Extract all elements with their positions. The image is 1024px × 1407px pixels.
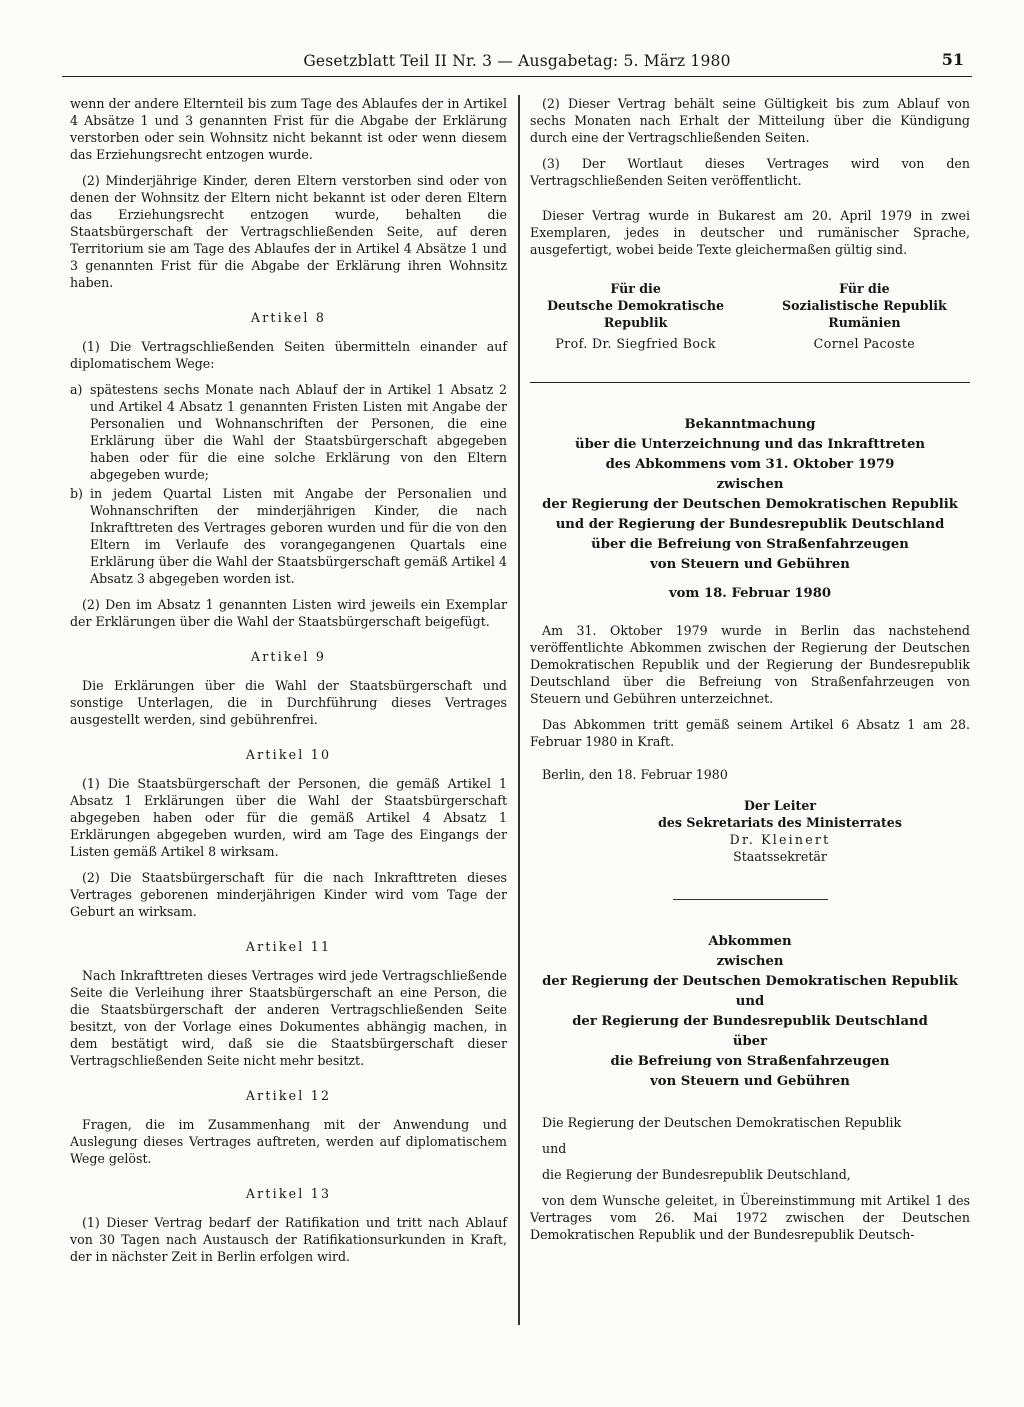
column-divider bbox=[518, 95, 520, 1325]
article-9-heading: Artikel 9 bbox=[250, 649, 327, 664]
heading-line: über die Befreiung von Straßenfahrzeugen bbox=[591, 537, 909, 552]
paragraph: und bbox=[542, 1141, 567, 1156]
announcement-signature bbox=[530, 797, 970, 865]
signature-block bbox=[530, 280, 970, 352]
paragraph: wenn der andere Elternteil bis zum Tage des Ablaufes der in Artikel 4 Absätze 1 und 3 genannten Frist für die Abgabe der Erklärung verstorben oder sein Wohnsitz nicht bekannt ist oder wenn diesem das Erziehungsrecht entzogen wurde. bbox=[70, 96, 507, 162]
section-divider bbox=[530, 382, 970, 383]
announcement-date: vom 18. Februar 1980 bbox=[668, 586, 832, 601]
heading-line: und bbox=[735, 994, 765, 1009]
signature-line: Deutsche Demokratische bbox=[547, 298, 725, 313]
signature-line: des Sekretariats des Ministerrates bbox=[658, 815, 902, 830]
signatory-name: Dr. Kleinert bbox=[729, 832, 831, 847]
paragraph: (2) Den im Absatz 1 genannten Listen wird jeweils ein Exemplar der Erklärungen über die Wahl der Staatsbürgerschaft beigefügt. bbox=[70, 597, 507, 629]
paragraph: (2) Dieser Vertrag behält seine Gültigkeit bis zum Ablauf von sechs Monaten nach Erhalt der Mitteilung über die Kündigung durch eine der Vertragschließenden Seiten. bbox=[530, 96, 970, 145]
signatory-name: Cornel Pacoste bbox=[813, 336, 916, 351]
list-item bbox=[70, 485, 507, 587]
heading-line: von Steuern und Gebühren bbox=[650, 1074, 850, 1089]
heading-line: die Befreiung von Straßenfahrzeugen bbox=[610, 1054, 890, 1069]
heading-line: über bbox=[732, 1034, 768, 1049]
article-11-heading: Artikel 11 bbox=[245, 939, 332, 954]
signatory-name: Prof. Dr. Siegfried Bock bbox=[555, 336, 716, 351]
paragraph: (1) Dieser Vertrag bedarf der Ratifikation und tritt nach Ablauf von 30 Tagen nach Austausch der Ratifikationsurkunden in Kraft, der in nächster Zeit in Berlin erfolgen wird. bbox=[70, 1215, 507, 1264]
signature-ddr bbox=[530, 280, 741, 352]
right-column bbox=[530, 95, 970, 1252]
list-item-text: in jedem Quartal Listen mit Angabe der Personalien und Wohnanschriften der minderjährigen Kinder, die nach Inkrafttreten des Vertrages geboren wurden und für die von den Eltern im Verlaufe des vorangegangenen Quartals eine Erklärung über die Wahl der Staatsbürgerschaft gemäß Artikel 4 Absatz 3 abgegeben worden ist. bbox=[90, 486, 507, 586]
agreement-heading bbox=[530, 932, 970, 1092]
signature-line: Für die bbox=[610, 281, 661, 296]
article-12-heading: Artikel 12 bbox=[245, 1088, 332, 1103]
paragraph: von dem Wunsche geleitet, in Übereinstimmung mit Artikel 1 des Vertrages vom 26. Mai 1972 zwischen der Deutschen Demokratischen Republik und der Bundesrepublik Deutsch- bbox=[530, 1193, 970, 1242]
announcement-heading bbox=[530, 415, 970, 575]
signature-line: Sozialistische Republik bbox=[782, 298, 947, 313]
article-8-heading: Artikel 8 bbox=[250, 310, 327, 325]
short-divider bbox=[673, 899, 828, 900]
heading-line: der Regierung der Deutschen Demokratischen Republik bbox=[542, 497, 958, 512]
paragraph: Die Regierung der Deutschen Demokratischen Republik bbox=[542, 1115, 902, 1130]
heading-line: zwischen bbox=[716, 477, 784, 492]
signature-romania bbox=[759, 280, 970, 352]
paragraph: Am 31. Oktober 1979 wurde in Berlin das nachstehend veröffentlichte Abkommen zwischen der Regierung der Deutschen Demokratischen Republik und der Regierung der Bundesrepublik Deutschland über die Befreiung von Straßenfahrzeugen von Steuern und Gebühren unterzeichnet. bbox=[530, 623, 970, 706]
signature-line: Der Leiter bbox=[743, 798, 817, 813]
list-item-text: spätestens sechs Monate nach Ablauf der in Artikel 1 Absatz 2 und Artikel 4 Absatz 1 genannten Fristen Listen mit Angabe der Personalien und Wohnanschriften der Personen, die eine Erklärung über die Wahl der Staatsbürgerschaft abgegeben haben oder für die eine solche Erklärung von den Eltern abgegeben wurde; bbox=[90, 382, 507, 482]
heading-line: zwischen bbox=[716, 954, 784, 969]
signature-line: Rumänien bbox=[828, 315, 901, 330]
heading-line: der Regierung der Bundesrepublik Deutschland bbox=[572, 1014, 928, 1029]
paragraph: Nach Inkrafttreten dieses Vertrages wird jede Vertragschließende Seite die Verleihung ihrer Staatsbürgerschaft an eine Person, die die Staatsbürgerschaft der anderen Vertragschließenden Seite besitzt, von der Vorlage eines Dokumentes abhängig machen, in dem bestätigt wird, daß sie die Staatsbürgerschaft dieser Vertragschließenden Seite nicht mehr besitzt. bbox=[70, 968, 507, 1068]
heading-line: Abkommen bbox=[708, 934, 792, 949]
left-column bbox=[70, 95, 507, 1274]
paragraph: Das Abkommen tritt gemäß seinem Artikel 6 Absatz 1 am 28. Februar 1980 in Kraft. bbox=[530, 717, 970, 749]
heading-line: von Steuern und Gebühren bbox=[650, 557, 850, 572]
heading-line: und der Regierung der Bundesrepublik Deutschland bbox=[555, 517, 945, 532]
signatory-title: Staatssekretär bbox=[733, 849, 827, 864]
page-header bbox=[62, 52, 972, 77]
paragraph: die Regierung der Bundesrepublik Deutschland, bbox=[542, 1167, 851, 1182]
paragraph: (2) Die Staatsbürgerschaft für die nach Inkrafttreten dieses Vertrages geborenen minderjährigen Kinder wird vom Tage der Geburt an wirksam. bbox=[70, 870, 507, 919]
paragraph: Fragen, die im Zusammenhang mit der Anwendung und Auslegung dieses Vertrages auftreten, werden auf diplomatischem Wege gelöst. bbox=[70, 1117, 507, 1166]
signature-line: Republik bbox=[603, 315, 668, 330]
list-item bbox=[70, 381, 507, 483]
list-marker: b) bbox=[70, 486, 83, 501]
paragraph: (2) Minderjährige Kinder, deren Eltern verstorben sind oder von denen der Wohnsitz der Eltern nicht bekannt ist oder deren Eltern das Erziehungsrecht entzogen wurde, behalten die Staatsbürgerschaft der Vertragschließenden Seite, auf deren Territorium sie am Tage des Ablaufes der in Artikel 4 Absätze 1 und 3 genannten Frist für die Abgabe der Erklärung ihren Wohnsitz haben. bbox=[70, 173, 507, 290]
gazette-title: Gesetzblatt Teil II Nr. 3 — Ausgabetag: 5. März 1980 bbox=[303, 52, 731, 70]
paragraph: (1) Die Vertragschließenden Seiten übermitteln einander auf diplomatischem Wege: bbox=[70, 339, 507, 371]
paragraph: (3) Der Wortlaut dieses Vertrages wird von den Vertragschließenden Seiten veröffentlicht. bbox=[530, 156, 970, 188]
heading-line: über die Unterzeichnung und das Inkrafttreten bbox=[575, 437, 925, 452]
heading-line: der Regierung der Deutschen Demokratischen Republik bbox=[542, 974, 958, 989]
article-13-heading: Artikel 13 bbox=[245, 1186, 332, 1201]
signature-line: Für die bbox=[839, 281, 890, 296]
page-number: 51 bbox=[941, 50, 964, 69]
paragraph: Die Erklärungen über die Wahl der Staatsbürgerschaft und sonstige Unterlagen, die in Durchführung dieses Vertrages ausgestellt werden, sind gebührenfrei. bbox=[70, 678, 507, 727]
heading-line: des Abkommens vom 31. Oktober 1979 bbox=[605, 457, 895, 472]
heading-line: Bekanntmachung bbox=[684, 417, 816, 432]
paragraph: (1) Die Staatsbürgerschaft der Personen, die gemäß Artikel 1 Absatz 1 Erklärungen über die Wahl der Staatsbürgerschaft abgegeben haben oder für die gemäß Artikel 4 Absatz 1 Erklärungen abgegeben wurden, wird am Tage des Eingangs der Listen gemäß Artikel 8 wirksam. bbox=[70, 776, 507, 859]
place-date: Berlin, den 18. Februar 1980 bbox=[542, 767, 728, 782]
article-10-heading: Artikel 10 bbox=[245, 747, 332, 762]
paragraph: Dieser Vertrag wurde in Bukarest am 20. April 1979 in zwei Exemplaren, jedes in deutscher und rumänischer Sprache, ausgefertigt, wobei beide Texte gleichermaßen gültig sind. bbox=[530, 208, 970, 257]
list-marker: a) bbox=[70, 382, 83, 397]
